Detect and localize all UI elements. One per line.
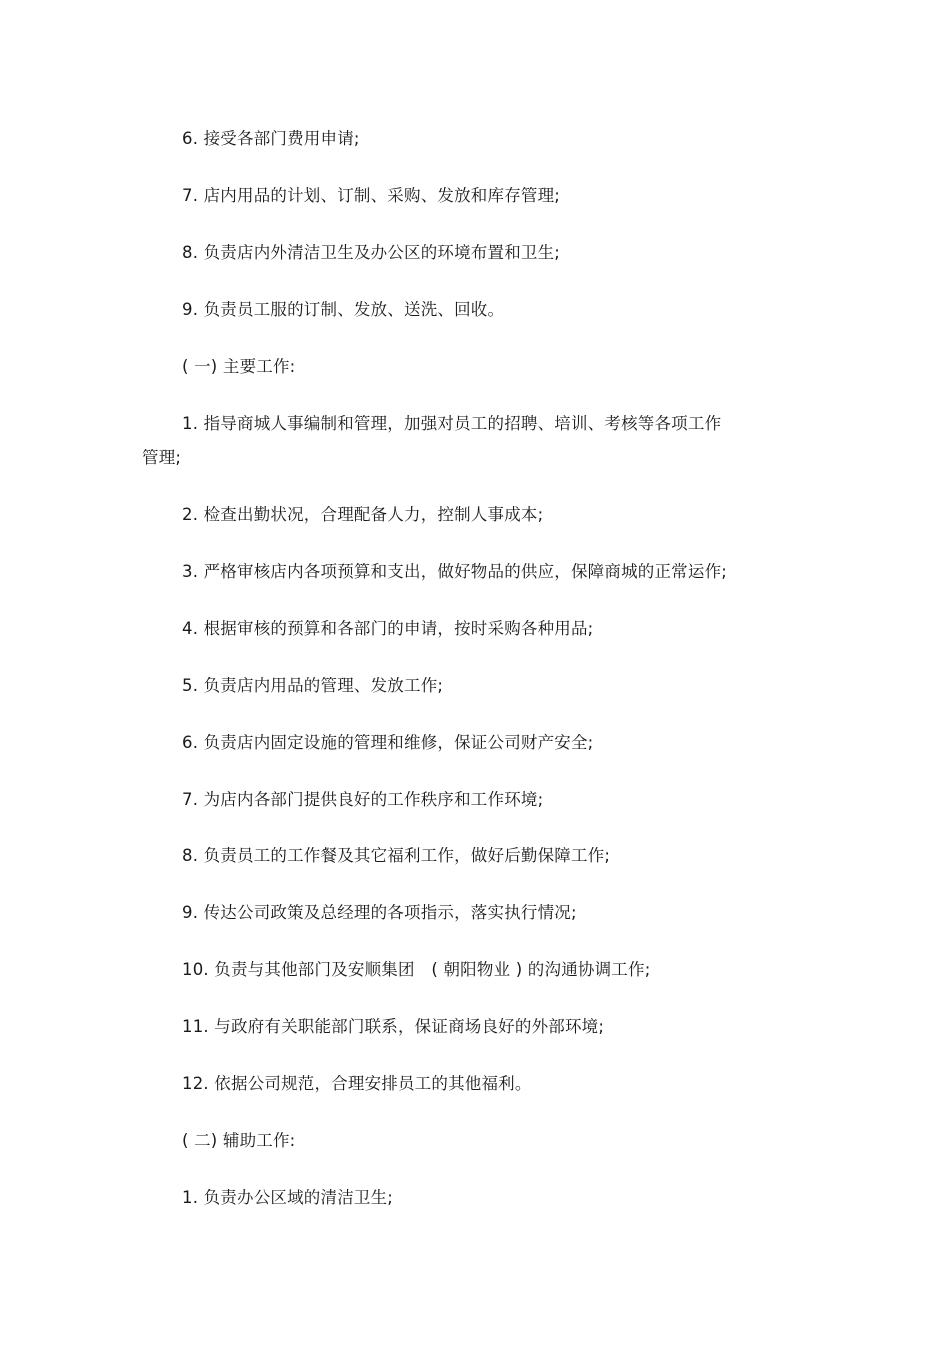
list-item: 3. 严格审核店内各项预算和支出，做好物品的供应，保障商城的正常运作; <box>182 562 728 581</box>
list-item: 7. 店内用品的计划、订制、采购、发放和库存管理; <box>182 186 561 205</box>
list-item: 1. 负责办公区域的清洁卫生; <box>182 1188 394 1207</box>
list-item: 1. 指导商城人事编制和管理，加强对员工的招聘、培训、考核等各项工作 <box>182 414 722 433</box>
list-item: 9. 负责员工服的订制、发放、送洗、回收。 <box>182 300 505 319</box>
list-item: 10. 负责与其他部门及安顺集团 ( 朝阳物业 ) 的沟通协调工作; <box>182 960 651 979</box>
list-item: 6. 负责店内固定设施的管理和维修，保证公司财产安全; <box>182 733 594 752</box>
list-item: 9. 传达公司政策及总经理的各项指示，落实执行情况; <box>182 903 577 922</box>
list-item-continuation: 管理; <box>142 448 182 467</box>
list-item: 2. 检查出勤状况，合理配备人力，控制人事成本; <box>182 505 544 524</box>
list-item: 8. 负责员工的工作餐及其它福利工作，做好后勤保障工作; <box>182 846 611 865</box>
list-item: 11. 与政府有关职能部门联系，保证商场良好的外部环境; <box>182 1017 605 1036</box>
section-heading: ( 二) 辅助工作: <box>182 1131 296 1150</box>
list-item: 12. 依据公司规范，合理安排员工的其他福利。 <box>182 1074 532 1093</box>
list-item: 6. 接受各部门费用申请; <box>182 129 360 148</box>
list-item: 7. 为店内各部门提供良好的工作秩序和工作环境; <box>182 790 544 809</box>
list-item: 5. 负责店内用品的管理、发放工作; <box>182 676 444 695</box>
list-item: 4. 根据审核的预算和各部门的申请，按时采购各种用品; <box>182 619 594 638</box>
list-item: 8. 负责店内外清洁卫生及办公区的环境布置和卫生; <box>182 243 561 262</box>
section-heading: ( 一) 主要工作: <box>182 357 296 376</box>
